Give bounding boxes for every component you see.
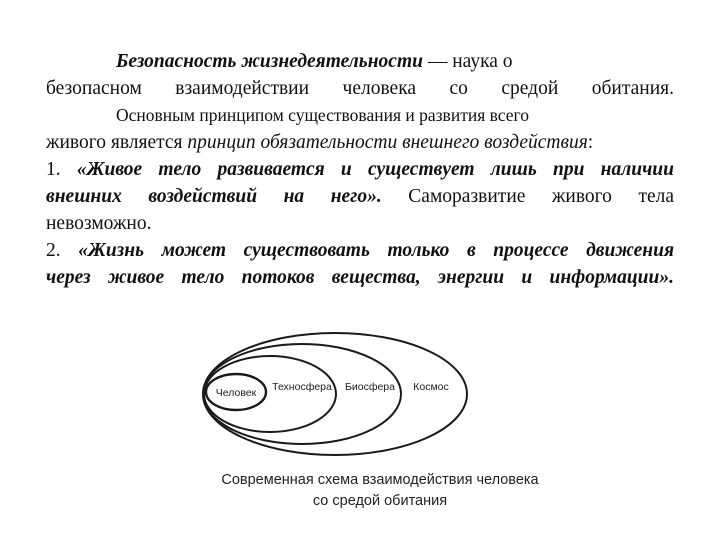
item-1-quote-start: «Живое тело развивается и существует лишь при наличии xyxy=(76,159,674,180)
principle-line-2 xyxy=(46,129,674,156)
definition-line-2: безопасном взаимодействии человека со средой обитания. xyxy=(46,78,674,99)
principle-start: живого является xyxy=(46,132,188,153)
interaction-diagram xyxy=(200,330,470,458)
caption-line-1: Современная схема взаимодействия человека xyxy=(221,472,539,488)
principle-end: : xyxy=(587,132,594,153)
main-text xyxy=(46,48,674,291)
item-1-quote-end: внешних воздействий на него». xyxy=(46,186,382,207)
definition-term: Безопасность жизнедеятельности xyxy=(116,51,423,72)
item-2-line-2 xyxy=(46,264,674,291)
item-1-line-1 xyxy=(46,156,674,183)
item-2-number: 2. xyxy=(46,240,79,261)
human-label: Человек xyxy=(215,387,257,399)
principle-name: принцип обязательности внешнего воздействия xyxy=(187,132,588,153)
definition-line-1 xyxy=(46,48,674,75)
definition-rest: — наука о xyxy=(422,51,513,72)
item-2-quote-start: «Жизнь может существовать только в процессе движения xyxy=(78,240,675,261)
nested-spheres-svg xyxy=(200,330,470,458)
item-1-line-2 xyxy=(46,183,674,210)
principle-line-1: Основным принципом существования и развития всего xyxy=(116,105,530,125)
biosphere-label: Биосфера xyxy=(344,381,396,393)
item-1-rest: Саморазвитие живого тела xyxy=(381,186,675,207)
item-1-line-3: невозможно. xyxy=(46,213,152,234)
diagram-caption xyxy=(150,470,610,512)
item-2-line-1 xyxy=(46,237,674,264)
caption-line-2: со средой обитания xyxy=(312,493,448,509)
item-2-quote-end: через живое тело потоков вещества, энергии и информации». xyxy=(46,267,674,288)
technosphere-label: Техносфера xyxy=(272,381,332,393)
cosmos-label: Космос xyxy=(413,381,449,393)
item-1-number: 1. xyxy=(46,159,77,180)
